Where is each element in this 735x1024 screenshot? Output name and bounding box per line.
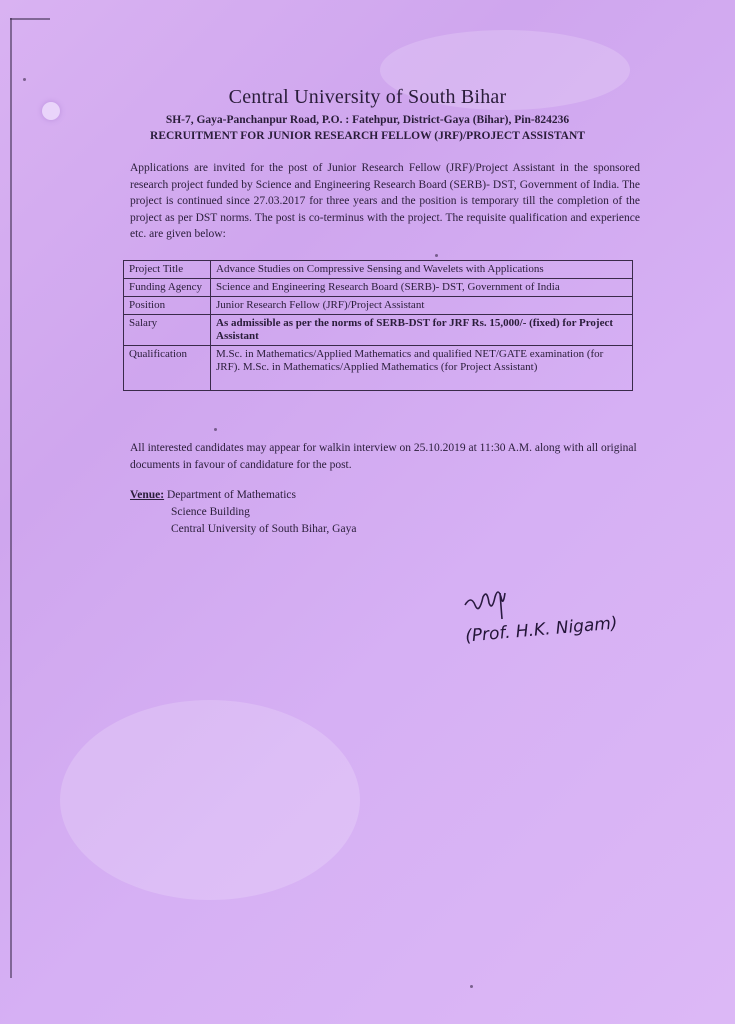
table-row [124, 297, 633, 315]
table-row [124, 261, 633, 279]
recruitment-title: RECRUITMENT FOR JUNIOR RESEARCH FELLOW (JRF)/PROJECT ASSISTANT [150, 130, 585, 142]
walkin-paragraph: All interested candidates may appear for walkin interview on 25.10.2019 at 11:30 A.M. along with all original documents in favour of candidature for the post. [130, 442, 637, 471]
row-value: Science and Engineering Research Board (SERB)- DST, Government of India [211, 279, 633, 297]
venue-line: Central University of South Bihar, Gaya [171, 523, 357, 535]
row-label: Qualification [124, 346, 211, 391]
scan-speck [470, 985, 473, 988]
row-label: Project Title [124, 261, 211, 279]
project-details-table [123, 260, 633, 391]
row-label: Position [124, 297, 211, 315]
row-value: M.Sc. in Mathematics/Applied Mathematics and qualified NET/GATE examination (for JRF). M.Sc. in Mathematics/Applied Mathematics (for Project Assistant) [211, 346, 633, 391]
table-row [124, 279, 633, 297]
signature-scribble [460, 585, 550, 625]
table-row [124, 346, 633, 391]
venue-label: Venue: [130, 489, 165, 501]
row-label: Funding Agency [124, 279, 211, 297]
venue-block [130, 487, 356, 538]
scan-speck [23, 78, 26, 81]
row-value: As admissible as per the norms of SERB-DST for JRF Rs. 15,000/- (fixed) for Project Assistant [211, 315, 633, 346]
page-edge-left [10, 18, 12, 978]
table-row [124, 315, 633, 346]
intro-paragraph: Applications are invited for the post of Junior Research Fellow (JRF)/Project Assistant in the sponsored research project funded by Science and Engineering Research Board (SERB)- DST, Government of India. The project is continued since 27.03.2017 for three years and the position is temporary till the completion of the project as per DST norms. The post is co-terminus with the project. The requisite qualification and experience etc. are given below: [130, 162, 640, 240]
row-value: Advance Studies on Compressive Sensing and Wavelets with Applications [211, 261, 633, 279]
venue-line: Department of Mathematics [166, 489, 296, 501]
scan-smudge [60, 700, 360, 900]
venue-line: Science Building [171, 506, 250, 518]
row-value: Junior Research Fellow (JRF)/Project Assistant [211, 297, 633, 315]
page-edge-top [10, 18, 50, 20]
university-name: Central University of South Bihar [228, 86, 507, 108]
scan-speck [435, 254, 438, 257]
university-address: SH-7, Gaya-Panchanpur Road, P.O. : Fatehpur, District-Gaya (Bihar), Pin-824236 [165, 114, 570, 126]
signatory-name: (Prof. H.K. Nigam) [464, 613, 619, 647]
row-label: Salary [124, 315, 211, 346]
scan-speck [214, 428, 217, 431]
